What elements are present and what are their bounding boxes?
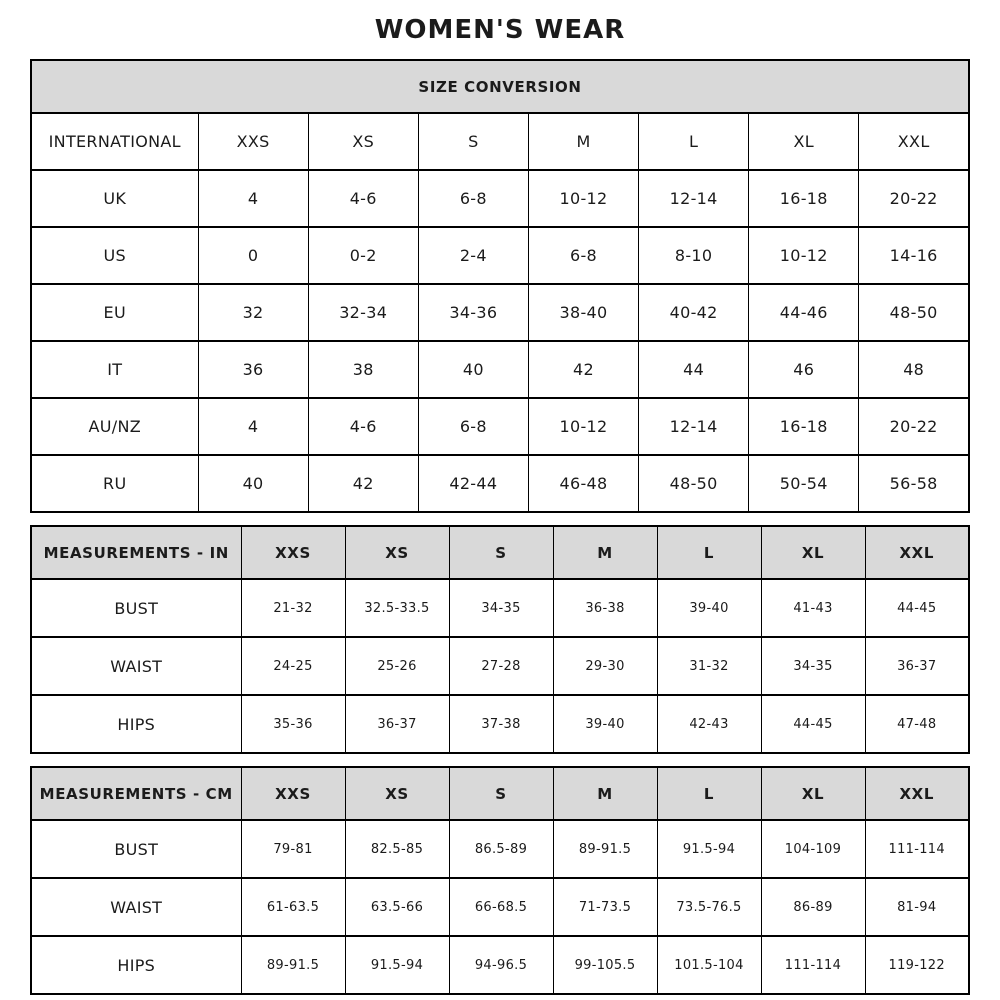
size-conversion-table bbox=[30, 59, 970, 513]
size-column-header: XL bbox=[761, 767, 865, 820]
value-cell: 48-50 bbox=[639, 455, 749, 512]
table-title-cell: MEASUREMENTS - IN bbox=[31, 526, 241, 579]
value-cell: 20-22 bbox=[859, 170, 969, 227]
value-cell: 42-43 bbox=[657, 695, 761, 753]
size-column-header: L bbox=[657, 767, 761, 820]
value-cell: 46 bbox=[749, 341, 859, 398]
measurements-in-header bbox=[31, 526, 969, 579]
value-cell: 38 bbox=[308, 341, 418, 398]
value-cell: 48-50 bbox=[859, 284, 969, 341]
value-cell: 12-14 bbox=[639, 398, 749, 455]
value-cell: 101.5-104 bbox=[657, 936, 761, 994]
value-cell: 12-14 bbox=[639, 170, 749, 227]
value-cell: 29-30 bbox=[553, 637, 657, 695]
value-cell: 4-6 bbox=[308, 170, 418, 227]
size-column-header: S bbox=[449, 526, 553, 579]
value-cell: 41-43 bbox=[761, 579, 865, 637]
measurements-cm-body bbox=[31, 820, 969, 994]
value-cell: 73.5-76.5 bbox=[657, 878, 761, 936]
size-column-header: XXS bbox=[241, 526, 345, 579]
table-header-row bbox=[31, 60, 969, 113]
table-row bbox=[31, 170, 969, 227]
value-cell: 44-46 bbox=[749, 284, 859, 341]
value-cell: 71-73.5 bbox=[553, 878, 657, 936]
row-label-cell: INTERNATIONAL bbox=[31, 113, 198, 170]
value-cell: 36-38 bbox=[553, 579, 657, 637]
value-cell: S bbox=[418, 113, 528, 170]
size-conversion-header bbox=[31, 60, 969, 113]
value-cell: 4 bbox=[198, 398, 308, 455]
row-label-cell: BUST bbox=[31, 820, 241, 878]
value-cell: 31-32 bbox=[657, 637, 761, 695]
table-row bbox=[31, 455, 969, 512]
value-cell: 21-32 bbox=[241, 579, 345, 637]
value-cell: XS bbox=[308, 113, 418, 170]
value-cell: 4-6 bbox=[308, 398, 418, 455]
value-cell: 34-36 bbox=[418, 284, 528, 341]
row-label-cell: WAIST bbox=[31, 637, 241, 695]
value-cell: 2-4 bbox=[418, 227, 528, 284]
value-cell: 91.5-94 bbox=[345, 936, 449, 994]
table-row bbox=[31, 695, 969, 753]
row-label-cell: WAIST bbox=[31, 878, 241, 936]
value-cell: 50-54 bbox=[749, 455, 859, 512]
size-column-header: L bbox=[657, 526, 761, 579]
value-cell: 66-68.5 bbox=[449, 878, 553, 936]
row-label-cell: HIPS bbox=[31, 936, 241, 994]
value-cell: 82.5-85 bbox=[345, 820, 449, 878]
value-cell: 10-12 bbox=[528, 170, 638, 227]
value-cell: 39-40 bbox=[553, 695, 657, 753]
table-header-row bbox=[31, 526, 969, 579]
table-row bbox=[31, 637, 969, 695]
value-cell: 6-8 bbox=[418, 170, 528, 227]
size-column-header: S bbox=[449, 767, 553, 820]
value-cell: L bbox=[639, 113, 749, 170]
value-cell: 86.5-89 bbox=[449, 820, 553, 878]
value-cell: 32-34 bbox=[308, 284, 418, 341]
table-row bbox=[31, 936, 969, 994]
row-label-cell: US bbox=[31, 227, 198, 284]
size-column-header: M bbox=[553, 767, 657, 820]
value-cell: 44-45 bbox=[865, 579, 969, 637]
measurements-cm-table bbox=[30, 766, 970, 995]
value-cell: 47-48 bbox=[865, 695, 969, 753]
size-column-header: XS bbox=[345, 767, 449, 820]
table-row bbox=[31, 113, 969, 170]
value-cell: 27-28 bbox=[449, 637, 553, 695]
table-row bbox=[31, 820, 969, 878]
value-cell: 86-89 bbox=[761, 878, 865, 936]
measurements-cm-header bbox=[31, 767, 969, 820]
size-column-header: XS bbox=[345, 526, 449, 579]
value-cell: 111-114 bbox=[761, 936, 865, 994]
value-cell: 40-42 bbox=[639, 284, 749, 341]
size-column-header: XXS bbox=[241, 767, 345, 820]
value-cell: 16-18 bbox=[749, 170, 859, 227]
value-cell: 48 bbox=[859, 341, 969, 398]
row-label-cell: IT bbox=[31, 341, 198, 398]
value-cell: 25-26 bbox=[345, 637, 449, 695]
size-conversion-title: SIZE CONVERSION bbox=[31, 60, 969, 113]
measurements-in-body bbox=[31, 579, 969, 753]
value-cell: 79-81 bbox=[241, 820, 345, 878]
value-cell: 0 bbox=[198, 227, 308, 284]
value-cell: 42 bbox=[528, 341, 638, 398]
value-cell: 0-2 bbox=[308, 227, 418, 284]
table-header-row bbox=[31, 767, 969, 820]
value-cell: M bbox=[528, 113, 638, 170]
value-cell: 10-12 bbox=[528, 398, 638, 455]
value-cell: 119-122 bbox=[865, 936, 969, 994]
page-title: WOMEN'S WEAR bbox=[374, 15, 626, 45]
value-cell: 37-38 bbox=[449, 695, 553, 753]
value-cell: 46-48 bbox=[528, 455, 638, 512]
value-cell: 10-12 bbox=[749, 227, 859, 284]
value-cell: 24-25 bbox=[241, 637, 345, 695]
value-cell: 36 bbox=[198, 341, 308, 398]
size-column-header: XXL bbox=[865, 767, 969, 820]
size-column-header: M bbox=[553, 526, 657, 579]
value-cell: XXS bbox=[198, 113, 308, 170]
size-column-header: XL bbox=[761, 526, 865, 579]
value-cell: 38-40 bbox=[528, 284, 638, 341]
value-cell: 42 bbox=[308, 455, 418, 512]
value-cell: 36-37 bbox=[865, 637, 969, 695]
table-row bbox=[31, 227, 969, 284]
row-label-cell: AU/NZ bbox=[31, 398, 198, 455]
row-label-cell: EU bbox=[31, 284, 198, 341]
value-cell: XL bbox=[749, 113, 859, 170]
value-cell: 16-18 bbox=[749, 398, 859, 455]
measurements-in-table bbox=[30, 525, 970, 754]
row-label-cell: UK bbox=[31, 170, 198, 227]
value-cell: 104-109 bbox=[761, 820, 865, 878]
table-title-cell: MEASUREMENTS - CM bbox=[31, 767, 241, 820]
row-label-cell: RU bbox=[31, 455, 198, 512]
row-label-cell: HIPS bbox=[31, 695, 241, 753]
value-cell: 40 bbox=[418, 341, 528, 398]
value-cell: 61-63.5 bbox=[241, 878, 345, 936]
value-cell: 20-22 bbox=[859, 398, 969, 455]
value-cell: 6-8 bbox=[528, 227, 638, 284]
value-cell: 44-45 bbox=[761, 695, 865, 753]
row-label-cell: BUST bbox=[31, 579, 241, 637]
value-cell: 36-37 bbox=[345, 695, 449, 753]
value-cell: 34-35 bbox=[761, 637, 865, 695]
value-cell: 8-10 bbox=[639, 227, 749, 284]
table-row bbox=[31, 341, 969, 398]
size-conversion-body bbox=[31, 113, 969, 512]
table-row bbox=[31, 284, 969, 341]
value-cell: 40 bbox=[198, 455, 308, 512]
value-cell: 42-44 bbox=[418, 455, 528, 512]
value-cell: 6-8 bbox=[418, 398, 528, 455]
value-cell: 35-36 bbox=[241, 695, 345, 753]
table-row bbox=[31, 579, 969, 637]
value-cell: 44 bbox=[639, 341, 749, 398]
table-row bbox=[31, 878, 969, 936]
value-cell: 63.5-66 bbox=[345, 878, 449, 936]
value-cell: 32 bbox=[198, 284, 308, 341]
value-cell: 89-91.5 bbox=[553, 820, 657, 878]
value-cell: 99-105.5 bbox=[553, 936, 657, 994]
value-cell: 91.5-94 bbox=[657, 820, 761, 878]
table-row bbox=[31, 398, 969, 455]
value-cell: 56-58 bbox=[859, 455, 969, 512]
value-cell: 4 bbox=[198, 170, 308, 227]
size-column-header: XXL bbox=[865, 526, 969, 579]
value-cell: 89-91.5 bbox=[241, 936, 345, 994]
value-cell: 14-16 bbox=[859, 227, 969, 284]
value-cell: 81-94 bbox=[865, 878, 969, 936]
value-cell: 34-35 bbox=[449, 579, 553, 637]
value-cell: 39-40 bbox=[657, 579, 761, 637]
value-cell: 111-114 bbox=[865, 820, 969, 878]
value-cell: 94-96.5 bbox=[449, 936, 553, 994]
value-cell: XXL bbox=[859, 113, 969, 170]
value-cell: 32.5-33.5 bbox=[345, 579, 449, 637]
